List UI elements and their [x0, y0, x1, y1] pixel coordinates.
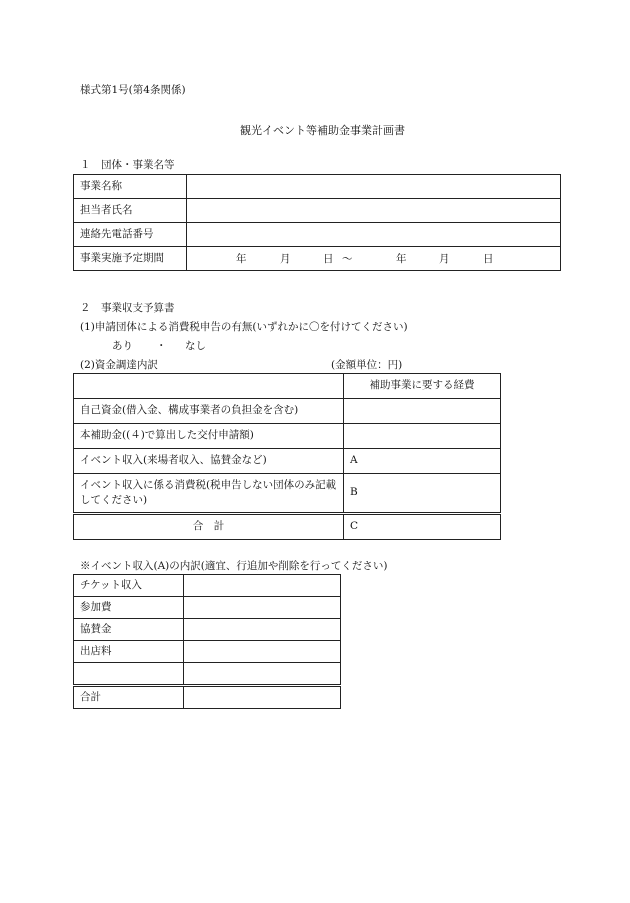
consumption-tax-field[interactable]: B	[344, 474, 501, 514]
extra-row-label[interactable]	[74, 663, 184, 686]
period-end-year: 年	[396, 253, 407, 265]
section2-heading: ２ 事業収支予算書	[80, 302, 175, 314]
row-label: 事業実施予定期間	[74, 247, 187, 271]
ticket-income-field[interactable]	[184, 575, 341, 597]
table-row	[74, 663, 341, 686]
row-label: 協賛金	[74, 619, 184, 641]
table-row	[74, 619, 341, 641]
budget-table	[73, 373, 501, 540]
vendor-fee-field[interactable]	[184, 641, 341, 663]
tax-question: (1)申請団体による消費税申告の有無(いずれかに〇を付けてください)	[80, 321, 408, 333]
self-funds-field[interactable]	[344, 399, 501, 424]
extra-row-field[interactable]	[184, 663, 341, 686]
table-row	[74, 474, 501, 514]
total-label: 合 計	[74, 514, 344, 540]
subsidy-field[interactable]	[344, 424, 501, 449]
document-title: 観光イベント等補助金事業計画書	[240, 124, 405, 137]
table-row	[74, 514, 501, 540]
unit-note: (金額単位：円)	[331, 359, 403, 371]
row-label: イベント収入(来場者収入、協賛金など)	[74, 449, 344, 474]
organization-table	[73, 174, 561, 271]
table-row	[74, 247, 561, 271]
table-row	[74, 449, 501, 474]
table-row	[74, 399, 501, 424]
period-start-month: 月	[280, 253, 291, 265]
table-row	[74, 575, 341, 597]
table-row	[74, 374, 501, 399]
breakdown-note: ※イベント収入(A)の内訳(適宜、行追加や削除を行ってください)	[80, 560, 388, 572]
row-label: 連絡先電話番号	[74, 223, 187, 247]
table-row	[74, 597, 341, 619]
breakdown-table	[73, 574, 341, 709]
table-row	[74, 641, 341, 663]
total-field[interactable]: C	[344, 514, 501, 540]
row-label: 事業名称	[74, 175, 187, 199]
sponsorship-field[interactable]	[184, 619, 341, 641]
period-tilde: ～	[342, 253, 353, 265]
period-start-year: 年	[236, 253, 247, 265]
period-end-day: 日	[483, 253, 494, 265]
budget-column-header: 補助事業に要する経費	[344, 374, 501, 399]
funding-heading: (2)資金調達内訳	[80, 359, 158, 371]
row-label: チケット収入	[74, 575, 184, 597]
row-label: 出店料	[74, 641, 184, 663]
form-number: 様式第1号(第4条関係)	[80, 84, 186, 96]
row-label: 担当者氏名	[74, 199, 187, 223]
period-end-month: 月	[439, 253, 450, 265]
table-row	[74, 686, 341, 709]
event-name-field[interactable]	[187, 175, 561, 199]
table-row	[74, 223, 561, 247]
row-label: 本補助金((４)で算出した交付申請額)	[74, 424, 344, 449]
participation-fee-field[interactable]	[184, 597, 341, 619]
table-row	[74, 175, 561, 199]
tax-option-separator: ・	[156, 340, 167, 352]
tax-option-no[interactable]: なし	[185, 340, 206, 352]
table-row	[74, 424, 501, 449]
breakdown-total-field[interactable]	[184, 686, 341, 709]
row-label: 参加費	[74, 597, 184, 619]
section1-heading: １ 団体・事業名等	[80, 159, 175, 171]
tax-option-yes[interactable]: あり	[112, 340, 133, 352]
breakdown-total-label: 合計	[74, 686, 184, 709]
table-row	[74, 199, 561, 223]
contact-person-field[interactable]	[187, 199, 561, 223]
row-label: 自己資金(借入金、構成事業者の負担金を含む)	[74, 399, 344, 424]
period-start-day: 日	[323, 253, 334, 265]
phone-field[interactable]	[187, 223, 561, 247]
row-label: イベント収入に係る消費税(税申告しない団体のみ記載してください)	[74, 474, 344, 514]
period-field[interactable]	[187, 247, 561, 271]
event-income-field[interactable]: A	[344, 449, 501, 474]
